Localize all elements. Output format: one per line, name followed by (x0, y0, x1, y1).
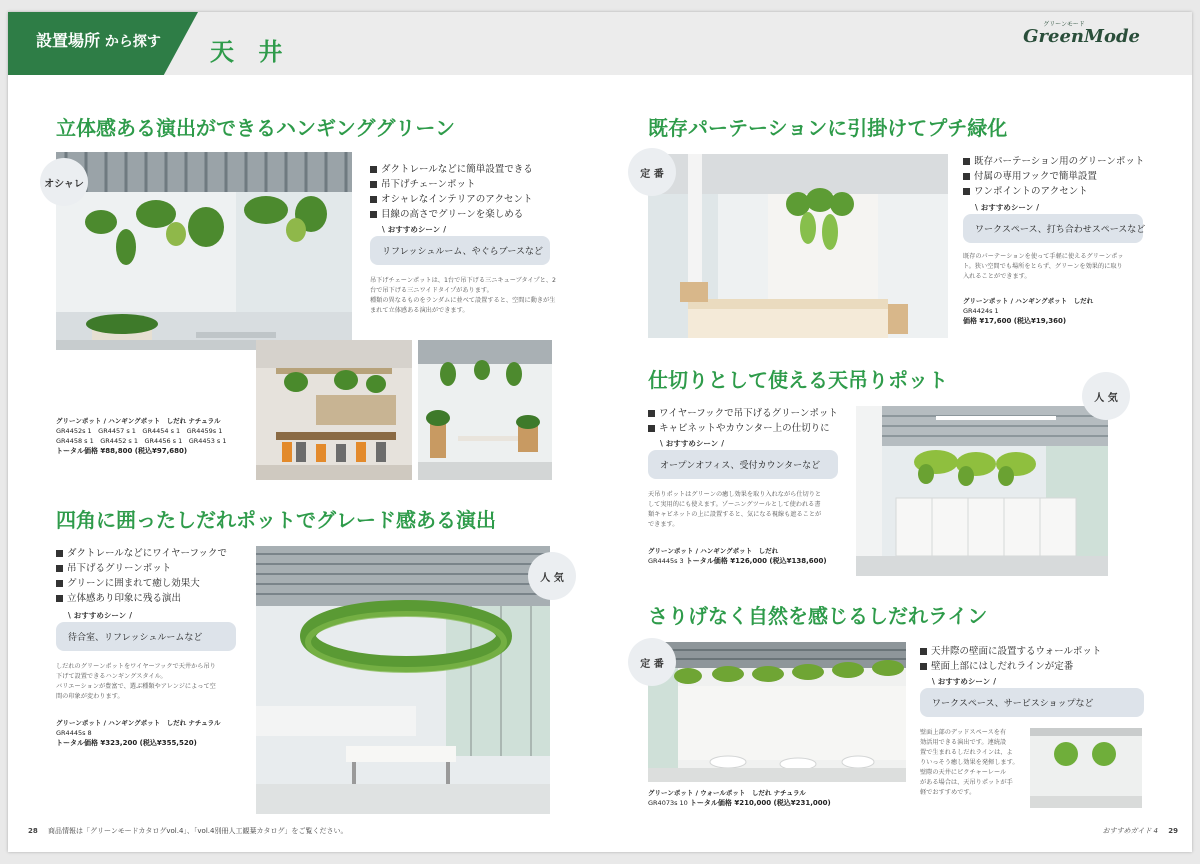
section-1-title: 立体感ある演出ができるハンギンググリーン (56, 116, 455, 140)
section-5-desc-line: 効活用できる演出です。連続設 (920, 739, 1007, 746)
section-3-rec-text: ワークスペース、打ち合わせスペースなど (963, 214, 1143, 243)
header-tab-sub: から探す (104, 34, 161, 50)
page-title: 天 井 (210, 38, 291, 66)
section-1-bullets (370, 162, 533, 222)
section-3-desc-line: 既存のパーテーションを使って手軽に使えるグリーンポッ (963, 253, 1124, 260)
section-5-title: さりげなく自然を感じるしだれライン (648, 604, 988, 628)
section-4-badge: 人 気 (1082, 372, 1130, 420)
section-2-product-price: トータル価格 ¥323,200 (税込¥355,520) (56, 739, 197, 747)
section-2-rec-text: 待合室、リフレッシュルームなど (56, 622, 236, 651)
section-4-photo (856, 406, 1108, 576)
section-1-product (56, 416, 252, 456)
section-5-desc-line: がある場合は、天吊りポットが手 (920, 779, 1013, 786)
section-5-photo (648, 642, 906, 782)
section-5-product (648, 788, 918, 808)
page-number-left: 28 (28, 827, 38, 835)
section-1-badge: オシャレ (40, 158, 88, 206)
section-2-bullet: 立体感あり印象に残る演出 (56, 591, 227, 606)
section-3-bullet: 既存パーテーション用のグリーンポット (963, 154, 1144, 169)
section-2-bullet: グリーンに囲まれて癒し効果大 (56, 576, 227, 591)
section-5-desc-line: 置で生まれるしだれラインは、よ (920, 749, 1013, 756)
section-4-product-line (648, 556, 848, 566)
section-1-desc-line: 吊下げチェーンポットは、1台で吊下げる三ニキューブタイプと、2台で吊下げる三ニワイドタイプがあります。 (370, 277, 556, 294)
section-4-title: 仕切りとして使える天吊りポット (648, 368, 948, 392)
section-2-bullet: ダクトレールなどにワイヤーフックで (56, 546, 227, 561)
section-4-desc-line: できます。 (648, 521, 679, 528)
footer-guide-label: おすすめガイド 4 (1102, 827, 1159, 835)
section-1-main-photo (56, 152, 352, 350)
section-2-recommend (56, 610, 236, 651)
section-1-product-price: トータル価格 ¥88,800 (税込¥97,680) (56, 447, 188, 455)
section-3-rec-label: \ おすすめシーン / (975, 202, 1143, 214)
section-5-desc-line: 軽でおすすめです。 (920, 789, 976, 796)
header-tab-main: 設置場所 (36, 31, 101, 50)
section-3-product-code: GR4424s 1 (963, 307, 999, 315)
section-5-bullets (920, 644, 1101, 674)
section-5-product-price: トータル価格 ¥210,000 (税込¥231,000) (689, 799, 831, 807)
brand-logo (1023, 21, 1140, 47)
section-1-rec-text: リフレッシュルーム、やぐらブースなど (370, 236, 550, 265)
section-2-photo (256, 546, 550, 814)
section-5-product-name: グリーンポット / ウォールポット しだれ ナチュラル (648, 789, 806, 797)
section-1-bullet: 目線の高さでグリーンを楽しめる (370, 207, 533, 222)
brand-logo-text: GreenMode (1023, 26, 1140, 47)
section-3-description (963, 252, 1143, 282)
section-5-product-line (648, 798, 918, 808)
footer-note: 商品情報は「グリーンモードカタログvol.4」、「vol.4別冊人工観葉カタログ」をご覧ください。 (47, 827, 348, 835)
section-2-badge: 人 気 (528, 552, 576, 600)
section-4-product-name: グリーンポット / ハンギングポット しだれ (648, 547, 779, 555)
section-3-product-name: グリーンポット / ハンギングポット しだれ (963, 297, 1094, 305)
section-2-desc-line: 下げて設置できるハンギングスタイル。 (56, 673, 167, 680)
section-4-desc-line: 類キャビネットの上に設置すると、気になる視線も遮ることが (648, 511, 822, 518)
section-3-title: 既存パーテーションに引掛けてプチ緑化 (648, 116, 1008, 140)
section-1-product-name: グリーンポット / ハンギングポット しだれ ナチュラル (56, 417, 221, 425)
section-2-product (56, 718, 252, 748)
section-1-product-code: GR4458 s 1 GR4452 s 1 GR4456 s 1 GR4453 s 1 (56, 437, 227, 445)
section-4-product (648, 546, 848, 566)
section-4-product-code: GR4445s 3 (648, 557, 684, 565)
section-3-bullet: 付属の専用フックで簡単設置 (963, 169, 1144, 184)
section-3-desc-line: ト。狭い空間でも場所をとらず、グリーンを効果的に取り (963, 263, 1123, 270)
section-3-bullets (963, 154, 1144, 199)
section-1-bullet: オシャレなインテリアのアクセント (370, 192, 533, 207)
section-5-desc-line: 壁面上部のデッドスペースを有 (920, 729, 1007, 736)
section-5-recommend (920, 676, 1144, 717)
section-2-rec-label: \ おすすめシーン / (68, 610, 236, 622)
section-1-photo-3 (418, 340, 552, 480)
section-3-photo (648, 154, 948, 338)
section-2-bullet: 吊下げるグリーンポット (56, 561, 227, 576)
section-5-desc-line: 壁際の天井にピクチャーレール (920, 769, 1007, 776)
footer-left (28, 826, 347, 836)
section-3-product (963, 296, 1143, 326)
section-5-product-code: GR4073s 10 (648, 799, 688, 807)
section-2-bullets (56, 546, 227, 606)
section-4-bullet: ワイヤーフックで吊下げるグリーンポット (648, 406, 838, 421)
section-5-rec-label: \ おすすめシーン / (932, 676, 1144, 688)
section-1-bullet: 吊下げチェーンポット (370, 177, 533, 192)
section-5-badge: 定 番 (628, 638, 676, 686)
section-4-bullet: キャビネットやカウンター上の仕切りに (648, 421, 838, 436)
section-3-bullet: ワンポイントのアクセント (963, 184, 1144, 199)
section-4-rec-text: オープンオフィス、受付カウンターなど (648, 450, 838, 479)
section-2-title: 四角に囲ったしだれポットでグレード感ある演出 (56, 508, 496, 532)
section-3-desc-line: 入れることができます。 (963, 273, 1031, 280)
section-3-recommend (963, 202, 1146, 243)
section-5-small-photo (1030, 728, 1142, 808)
section-1-desc-line: 種類の異なるものをランダムに並べて設置すると、空間に動きが生まれて立体感ある演出ができます。 (370, 297, 556, 314)
section-5-desc-line: りいっそう癒し効果を発揮します。 (920, 759, 1019, 766)
section-1-product-code: GR4452s 1 GR4457 s 1 GR4454 s 1 GR4459s 1 (56, 427, 223, 435)
section-5-bullet: 壁面上部にはしだれラインが定番 (920, 659, 1101, 674)
page-number-right: 29 (1168, 827, 1178, 835)
catalog-spread (8, 12, 1192, 852)
section-2-product-name: グリーンポット / ハンギングポット しだれ ナチュラル (56, 719, 221, 727)
header-tab-text (36, 28, 161, 51)
section-4-product-price: トータル価格 ¥126,000 (税込¥138,600) (685, 557, 827, 565)
section-1-recommend (370, 224, 550, 265)
section-4-rec-label: \ おすすめシーン / (660, 438, 838, 450)
section-2-description (56, 662, 250, 702)
section-2-desc-line: しだれのグリーンポットをワイヤーフックで天井から吊り (56, 663, 216, 670)
section-1-photo-2 (256, 340, 412, 480)
section-1-rec-label: \ おすすめシーン / (382, 224, 550, 236)
footer-right (1102, 826, 1178, 836)
section-5-rec-text: ワークスペース、サービスショップなど (920, 688, 1144, 717)
section-1-description (370, 276, 556, 316)
section-5-bullet: 天井際の壁面に設置するウォールポット (920, 644, 1101, 659)
brand-logo-kana: グリーンモード (1043, 21, 1085, 28)
section-2-desc-line: バリエーションが豊富で、選ぶ種類やアレンジによって空 (56, 683, 216, 690)
section-4-description (648, 490, 848, 530)
section-4-bullets (648, 406, 838, 436)
section-2-desc-line: 間の印象が変わります。 (56, 693, 124, 700)
section-1-bullet: ダクトレールなどに簡単設置できる (370, 162, 533, 177)
section-2-product-code: GR4445s 8 (56, 729, 92, 737)
section-3-product-price: 価格 ¥17,600 (税込¥19,360) (963, 317, 1067, 325)
section-4-recommend (648, 438, 838, 479)
section-3-badge: 定 番 (628, 148, 676, 196)
section-4-desc-line: して実用的にも使えます。ゾーニングツールとして使われる書 (648, 501, 821, 508)
section-4-desc-line: 天吊りポットはグリーンの癒し効果を取り入れながら仕切りと (648, 491, 822, 498)
section-5-description (920, 728, 1024, 798)
